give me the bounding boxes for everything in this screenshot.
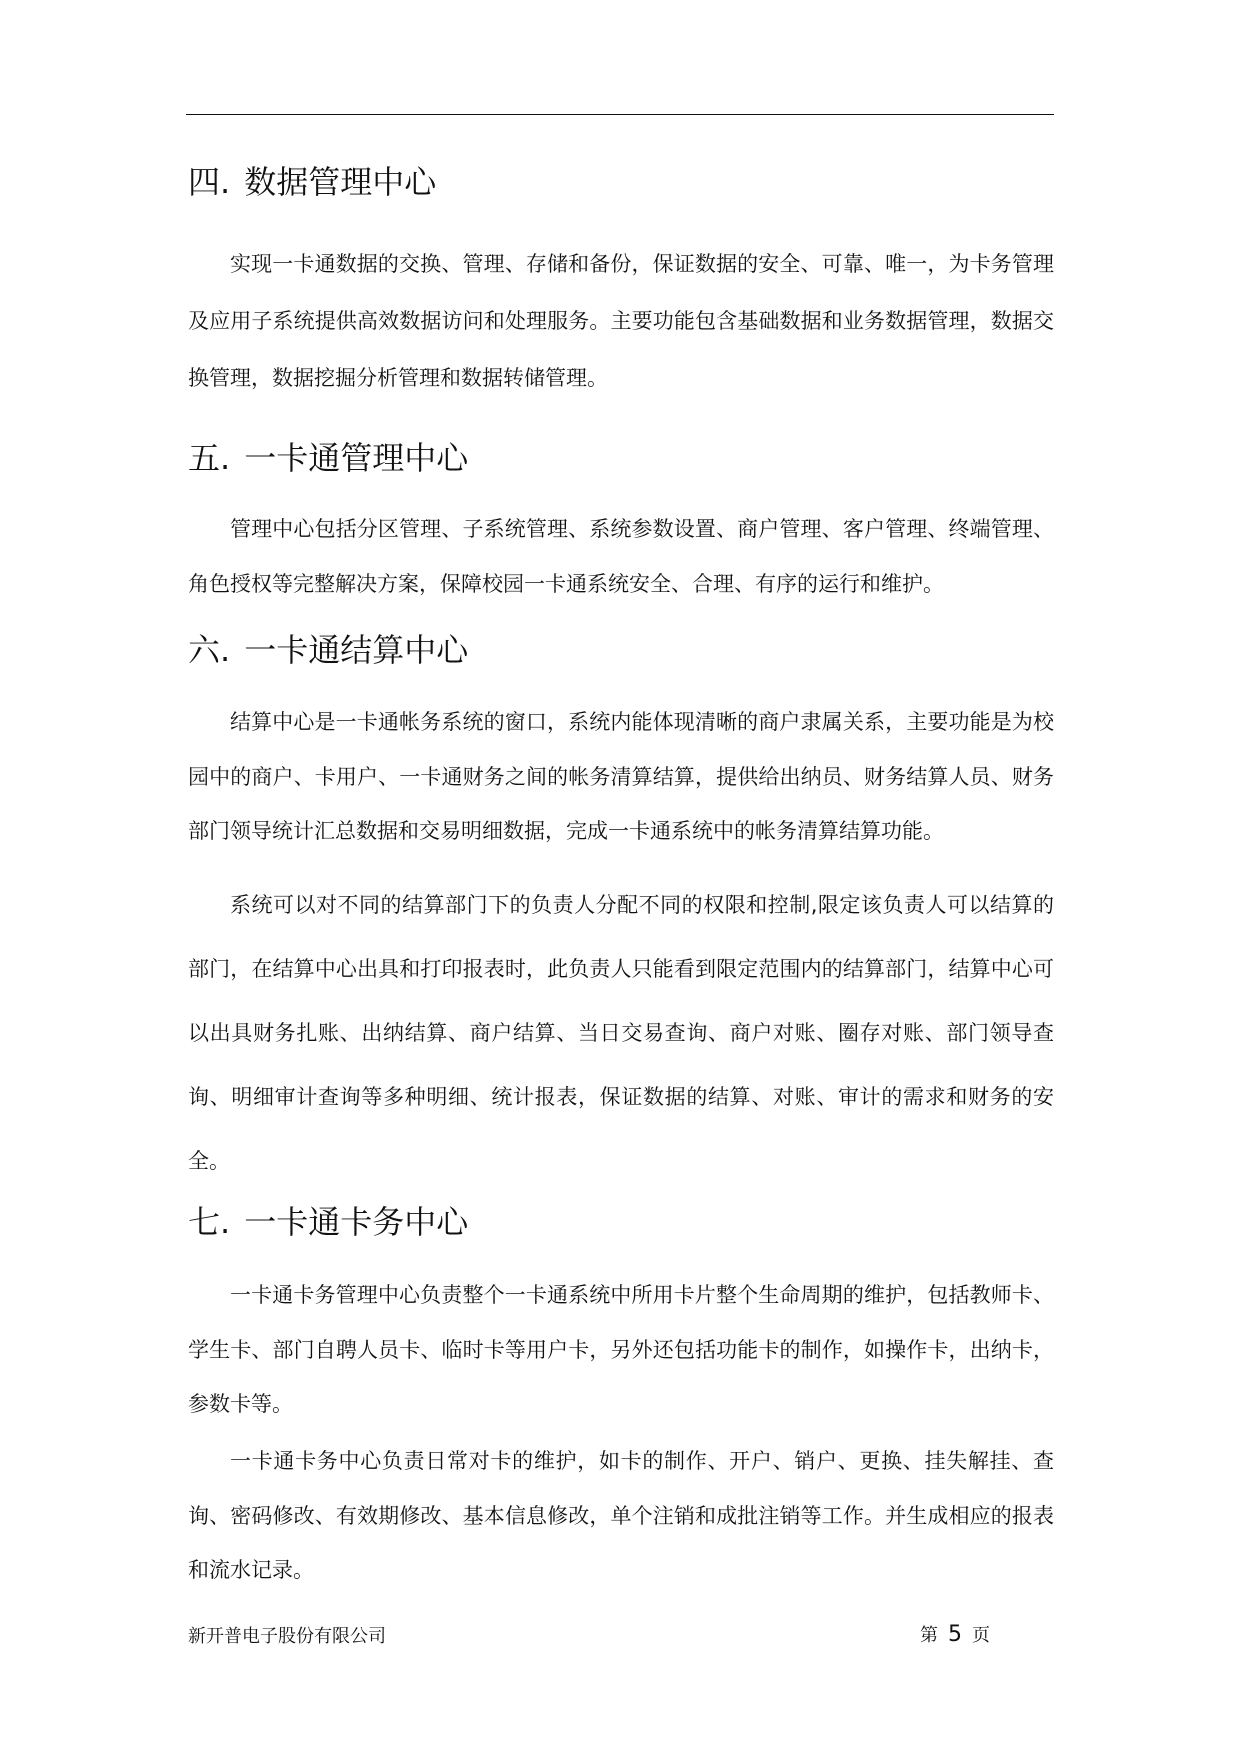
section-heading-4 [188,162,436,202]
section-title: 数据管理中心 [244,163,437,201]
section-heading-6 [188,630,468,670]
footer-company-name: 新开普电子股份有限公司 [188,1626,386,1647]
section-number: 七. [188,1203,231,1241]
section-6-paragraph-1: 结算中心是一卡通帐务系统的窗口，系统内能体现清晰的商户隶属关系，主要功能是为校园中的商户、卡用户、一卡通财务之间的帐务清算结算，提供给出纳员、财务结算人员、财务部门领导统计汇总数据和交易明细数据，完成一卡通系统中的帐务清算结算功能。 [188,710,1054,843]
section-title: 一卡通结算中心 [244,631,469,669]
footer-page-number [920,1622,990,1649]
section-6-paragraph-2: 系统可以对不同的结算部门下的负责人分配不同的权限和控制,限定该负责人可以结算的部门，在结算中心出具和打印报表时，此负责人只能看到限定范围内的结算部门，结算中心可以出具财务扎账、出纳结算、商户结算、当日交易查询、商户对账、圈存对账、部门领导查询、明细审计查询等多种明细、统计报表，保证数据的结算、对账、审计的需求和财务的安全。 [188,893,1054,1173]
section-number: 四. [188,163,231,201]
section-heading-7 [188,1202,468,1242]
section-number: 五. [188,439,231,477]
page-prefix: 第 [920,1625,938,1646]
header-rule [186,114,1054,115]
section-number: 六. [188,631,231,669]
section-title: 一卡通管理中心 [244,439,469,477]
section-4-paragraph-1: 实现一卡通数据的交换、管理、存储和备份，保证数据的安全、可靠、唯一，为卡务管理及应用子系统提供高效数据访问和处理服务。主要功能包含基础数据和业务数据管理，数据交换管理，数据挖掘分析管理和数据转储管理。 [188,252,1054,390]
section-title: 一卡通卡务中心 [244,1203,469,1241]
page-suffix: 页 [972,1625,990,1646]
section-7-paragraph-2: 一卡通卡务中心负责日常对卡的维护，如卡的制作、开户、销户、更换、挂失解挂、查询、密码修改、有效期修改、基本信息修改，单个注销和成批注销等工作。并生成相应的报表和流水记录。 [188,1449,1054,1582]
section-5-paragraph-1: 管理中心包括分区管理、子系统管理、系统参数设置、商户管理、客户管理、终端管理、角色授权等完整解决方案，保障校园一卡通系统安全、合理、有序的运行和维护。 [188,517,1054,596]
section-heading-5 [188,438,468,478]
page-number: 5 [948,1622,962,1647]
section-7-paragraph-1: 一卡通卡务管理中心负责整个一卡通系统中所用卡片整个生命周期的维护，包括教师卡、学生卡、部门自聘人员卡、临时卡等用户卡，另外还包括功能卡的制作，如操作卡，出纳卡，参数卡等。 [188,1283,1054,1416]
